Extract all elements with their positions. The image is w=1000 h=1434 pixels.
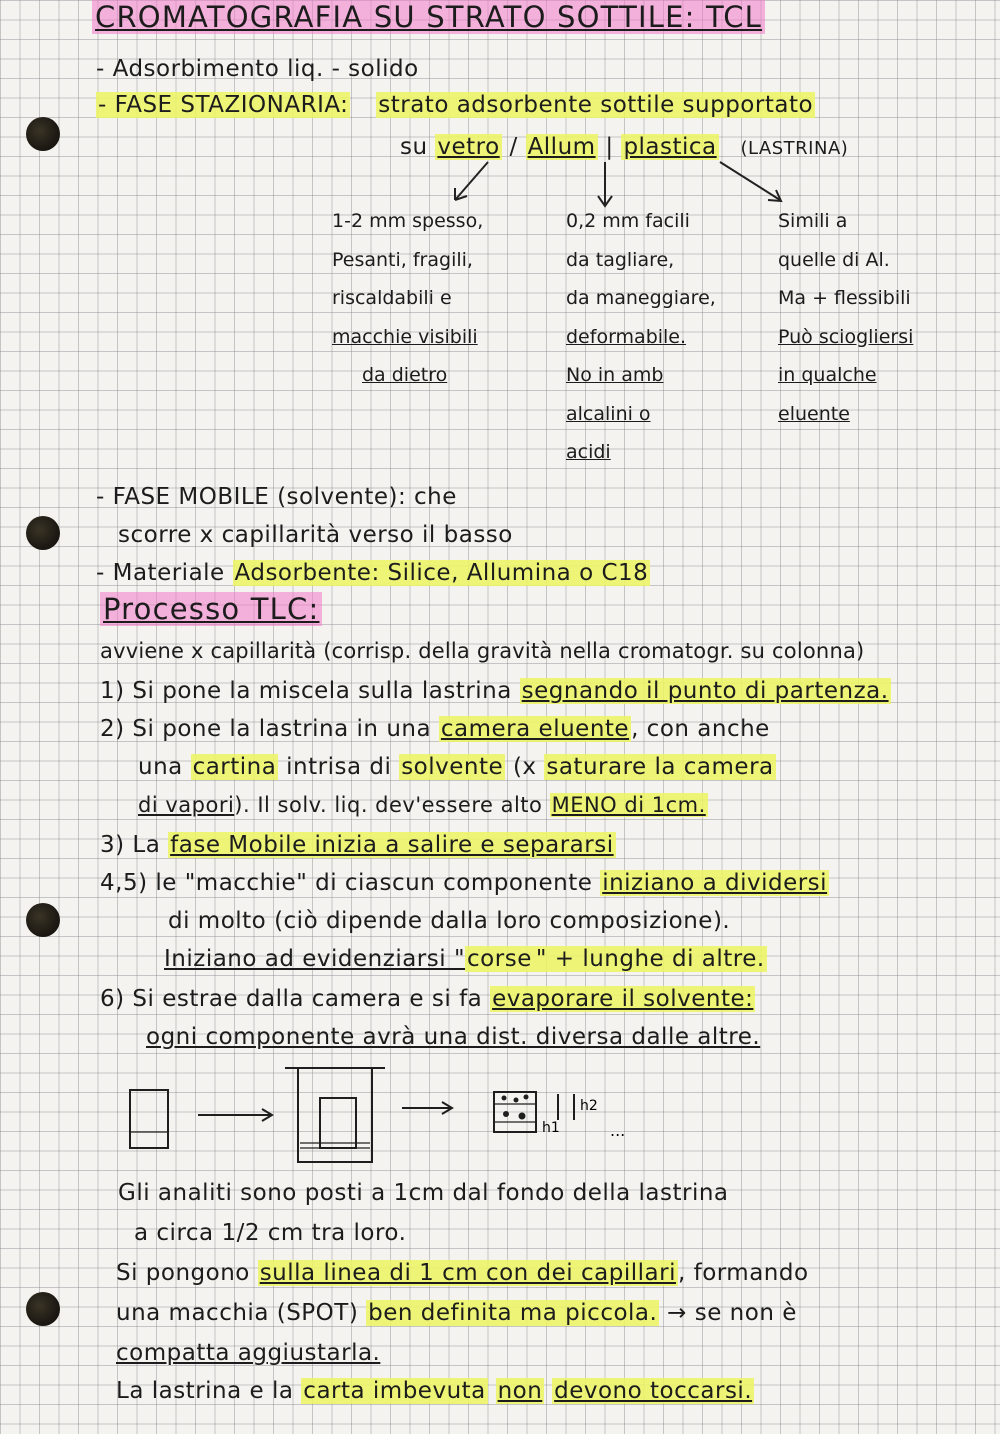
step6-text: 6) Si estrae dalla camera e si fa	[100, 986, 483, 1012]
step2-meno: MENO di 1cm.	[551, 793, 706, 817]
step45-text: 4,5) le "macchie" di ciascun componente	[100, 870, 593, 896]
col-allum-line: deformabile.	[566, 325, 687, 348]
label-h1: h1	[542, 1120, 560, 1136]
line-adsorbimento: - Adsorbimento liq. - solido	[96, 56, 419, 82]
col-plastica-line: in qualche	[778, 364, 877, 386]
spot-text-d: una macchia (SPOT)	[116, 1300, 359, 1326]
spot	[524, 1095, 529, 1100]
line-proc-intro: avviene x capillarità (corrisp. della gravità nella cromatogr. su colonna)	[100, 639, 865, 663]
col-vetro-line: 1-2 mm spesso,	[332, 210, 484, 232]
line-step45-cont: di molto (ciò dipende dalla loro composizione).	[168, 908, 731, 934]
final-carta: carta imbevuta	[303, 1378, 486, 1404]
col-vetro-line: da dietro	[362, 364, 448, 386]
line-supports: su vetro / Allum | plastica (LASTRINA)	[400, 134, 849, 160]
fs-text: strato adsorbente sottile supportato	[378, 92, 814, 118]
col-allum-line: alcalini o	[566, 402, 651, 425]
step2-una: una	[138, 754, 183, 780]
support-su: su	[400, 134, 428, 160]
step2-vapori: di vapori	[138, 793, 235, 817]
line-analiti-1: Gli analiti sono posti a 1cm dal fondo della lastrina	[118, 1180, 729, 1206]
col-plastica-line: Ma + flessibili	[778, 287, 911, 309]
final-devono: devono toccarsi.	[554, 1378, 753, 1404]
spot	[502, 1096, 507, 1101]
col-plastica-line: eluente	[778, 402, 850, 425]
line-spot-1	[116, 1258, 809, 1288]
step2-x: (x	[512, 754, 537, 780]
step45-lunghe: " + lunghe di altre.	[535, 946, 765, 972]
label-dots: ...	[610, 1121, 626, 1140]
step2-camera: camera eluente	[440, 716, 630, 742]
line-analiti-2: a circa 1/2 cm tra loro.	[134, 1220, 407, 1246]
fs-label: - FASE STAZIONARIA:	[98, 92, 349, 118]
plate-in-chamber	[320, 1098, 356, 1148]
mat-text: Adsorbente: Silice, Allumina o C18	[234, 560, 649, 586]
spot	[503, 1111, 509, 1117]
support-vetro: vetro	[437, 134, 500, 160]
line-spot-2	[116, 1298, 797, 1328]
step1-highlight: segnando il punto di partenza.	[521, 678, 889, 704]
proc-title-text: Processo TLC:	[100, 592, 322, 626]
support-plastica: plastica	[623, 134, 717, 160]
step1-text: 1) Si pone la miscela sulla lastrina	[100, 678, 512, 704]
step2-saturare: saturare la camera	[546, 754, 774, 780]
step2-cartina: cartina	[192, 754, 277, 780]
step2-solv: ). Il solv. liq. dev'essere alto	[234, 793, 543, 817]
step45-highlight: iniziano a dividersi	[602, 870, 828, 896]
spot	[519, 1113, 526, 1120]
step6-highlight: evaporare il solvente:	[492, 986, 754, 1012]
mat-label: - Materiale	[96, 560, 225, 586]
col-plastica-line: quelle di Al.	[778, 248, 890, 271]
col-allum-line: 0,2 mm facili	[566, 210, 690, 232]
final-non: non	[497, 1378, 543, 1404]
final-text-a: La lastrina e la	[116, 1378, 294, 1404]
col-plastica-line: Può sciogliersi	[778, 325, 914, 348]
step2-text-b: , con anche	[631, 716, 770, 742]
step2-intrisa: intrisa di	[286, 754, 392, 780]
col-plastica-line: Simili a	[778, 210, 848, 232]
col-vetro-line: Pesanti, fragili,	[332, 248, 473, 271]
spot-ben-definita: ben definita ma piccola.	[368, 1300, 658, 1326]
step45-iniziano: Iniziano ad evidenziarsi "	[164, 946, 466, 972]
step2-solvente: solvente	[401, 754, 504, 780]
line-spot-3	[116, 1338, 380, 1368]
line-fase-mobile-2: scorre x capillarità verso il basso	[118, 522, 513, 548]
step3-highlight: fase Mobile inizia a salire e separarsi	[170, 832, 614, 858]
spot-text-a: Si pongono	[116, 1260, 250, 1286]
spot-highlight: sulla linea di 1 cm con dei capillari	[259, 1260, 676, 1286]
support-allum: Allum	[527, 134, 596, 160]
step2-text: 2) Si pone la lastrina in una	[100, 716, 432, 742]
col-allum-line: da maneggiare,	[566, 287, 716, 309]
line-final	[116, 1376, 754, 1406]
label-h2: h2	[580, 1098, 598, 1114]
step45-corse: corse	[467, 946, 532, 972]
step3-text: 3) La	[100, 832, 161, 858]
col-allum-line: da tagliare,	[566, 248, 675, 271]
col-vetro-line: riscaldabili e	[332, 287, 452, 309]
spot-text-c: , formando	[677, 1260, 809, 1286]
spot	[514, 1098, 519, 1103]
col-allum-line: acidi	[566, 441, 611, 463]
col-allum-line: No in amb	[566, 364, 664, 386]
spot-compatta: compatta aggiustarla.	[116, 1340, 381, 1366]
separated-spots	[502, 1095, 529, 1120]
page-title-text: CROMATOGRAFIA SU STRATO SOTTILE: TCL	[92, 0, 765, 34]
plate-initial	[130, 1090, 168, 1148]
col-vetro-line: macchie visibili	[332, 325, 478, 348]
support-lastrina: (LASTRINA)	[740, 138, 849, 159]
step6-cont-text: ogni componente avrà una dist. diversa dalle altre.	[146, 1024, 761, 1050]
spot-text-f: → se non è	[667, 1300, 797, 1326]
line-fase-mobile-1: - FASE MOBILE (solvente): che	[96, 484, 457, 510]
